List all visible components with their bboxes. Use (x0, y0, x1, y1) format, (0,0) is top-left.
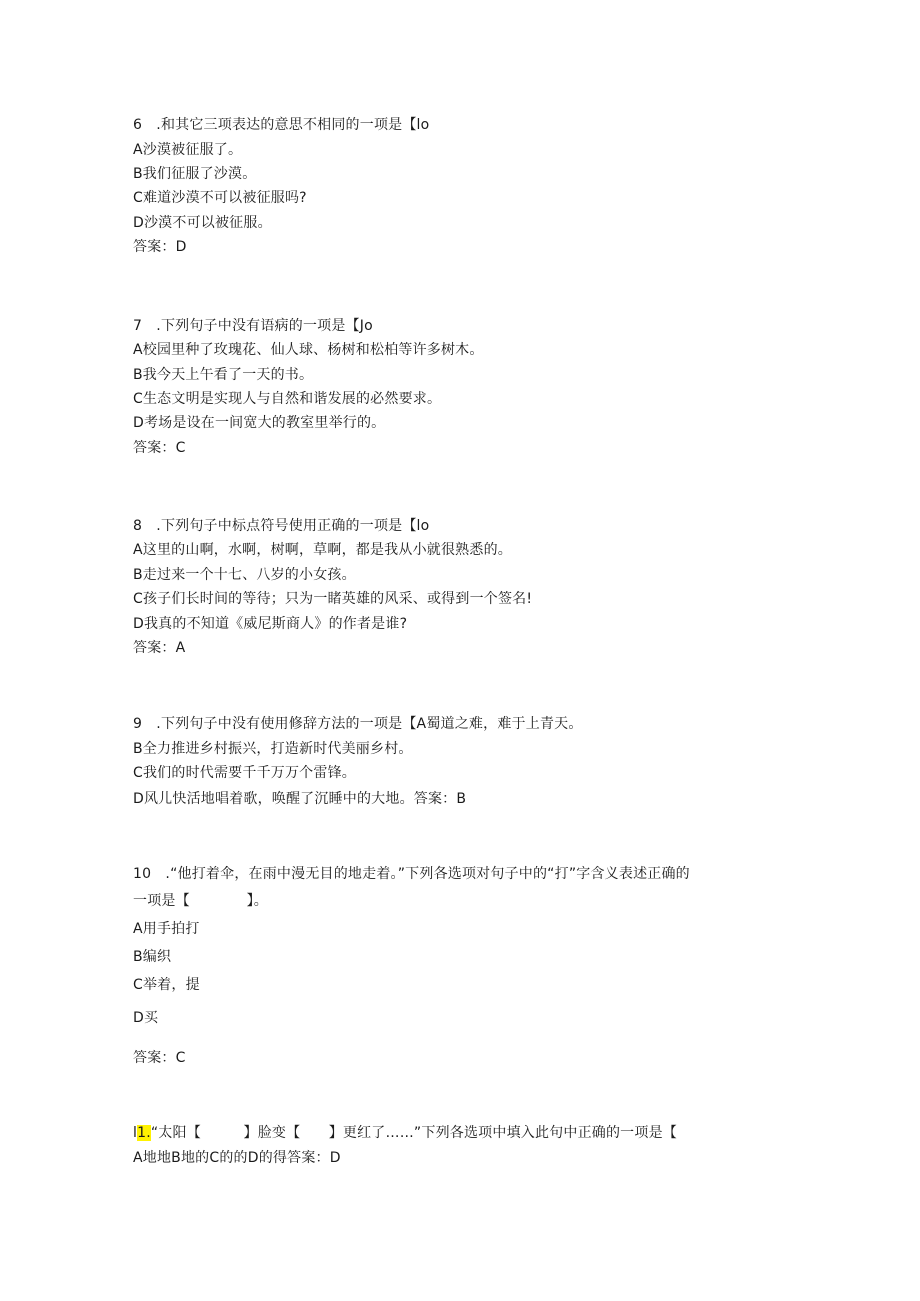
question-8-answer: 答案：A (133, 640, 186, 656)
question-9-option-c: C我们的时代需要千千万万个雷锋。 (133, 765, 356, 781)
question-9-option-d-with-answer: D风儿快活地唱着歌，唤醒了沉睡中的大地。答案：B (133, 791, 467, 807)
question-6-option-c: C难道沙漠不可以被征服吗? (133, 190, 307, 206)
question-11-stem-line (133, 1123, 677, 1143)
question-11-options-with-answer: A地地B地的C的的D的得答案：D (133, 1150, 341, 1166)
question-7-option-c: C生态文明是实现人与自然和谐发展的必然要求。 (133, 391, 442, 407)
question-7-answer: 答案：C (133, 440, 186, 456)
question-10-stem: 10 .“他打着伞，在雨中漫无目的地走着。”下列各选项对句子中的“打”字含义表述正确的 (133, 866, 690, 882)
question-8-option-b: B走过来一个十七、八岁的小女孩。 (133, 567, 356, 583)
question-7-option-d: D考场是设在一间宽大的教室里举行的。 (133, 415, 386, 431)
question-11-highlighted-number: 1. (137, 1125, 151, 1141)
question-8-option-d: D我真的不知道《威尼斯商人》的作者是谁? (133, 616, 408, 632)
question-10-option-c: C举着，提 (133, 977, 200, 993)
question-7-stem: 7 .下列句子中没有语病的一项是【Jo (133, 318, 373, 334)
question-7-option-a: A校园里种了玫瑰花、仙人球、杨树和松柏等许多树木。 (133, 342, 484, 358)
question-10-option-d: D买 (133, 1010, 159, 1026)
question-10-stem-continued: 一项是【 】。 (133, 893, 268, 909)
question-8-option-c: C孩子们长时间的等待；只为一睹英雄的风采、或得到一个签名! (133, 591, 533, 607)
question-10-option-b: B编织 (133, 949, 172, 965)
question-6-stem: 6 .和其它三项表达的意思不相同的一项是【lo (133, 117, 430, 133)
question-10-answer: 答案：C (133, 1050, 186, 1066)
question-6-option-d: D沙漠不可以被征服。 (133, 215, 272, 231)
question-6-option-a: A沙漠被征服了。 (133, 142, 243, 158)
question-6-option-b: B我们征服了沙漠。 (133, 166, 257, 182)
question-11-stem: “太阳【 】脸变【 】更红了……”下列各选项中填入此句中正确的一项是【 (150, 1125, 677, 1141)
question-9-option-b: B全力推进乡村振兴，打造新时代美丽乡村。 (133, 741, 413, 757)
question-7-option-b: B我今天上午看了一天的书。 (133, 367, 314, 383)
question-8-stem: 8 .下列句子中标点符号使用正确的一项是【lo (133, 518, 430, 534)
question-6-answer: 答案：D (133, 239, 187, 255)
question-9-stem: 9 .下列句子中没有使用修辞方法的一项是【A蜀道之难，难于上青天。 (133, 716, 583, 732)
question-10-option-a: A用手拍打 (133, 921, 200, 937)
question-11-prefix: l (133, 1125, 138, 1141)
question-8-option-a: A这里的山啊，水啊，树啊，草啊，都是我从小就很熟悉的。 (133, 542, 512, 558)
